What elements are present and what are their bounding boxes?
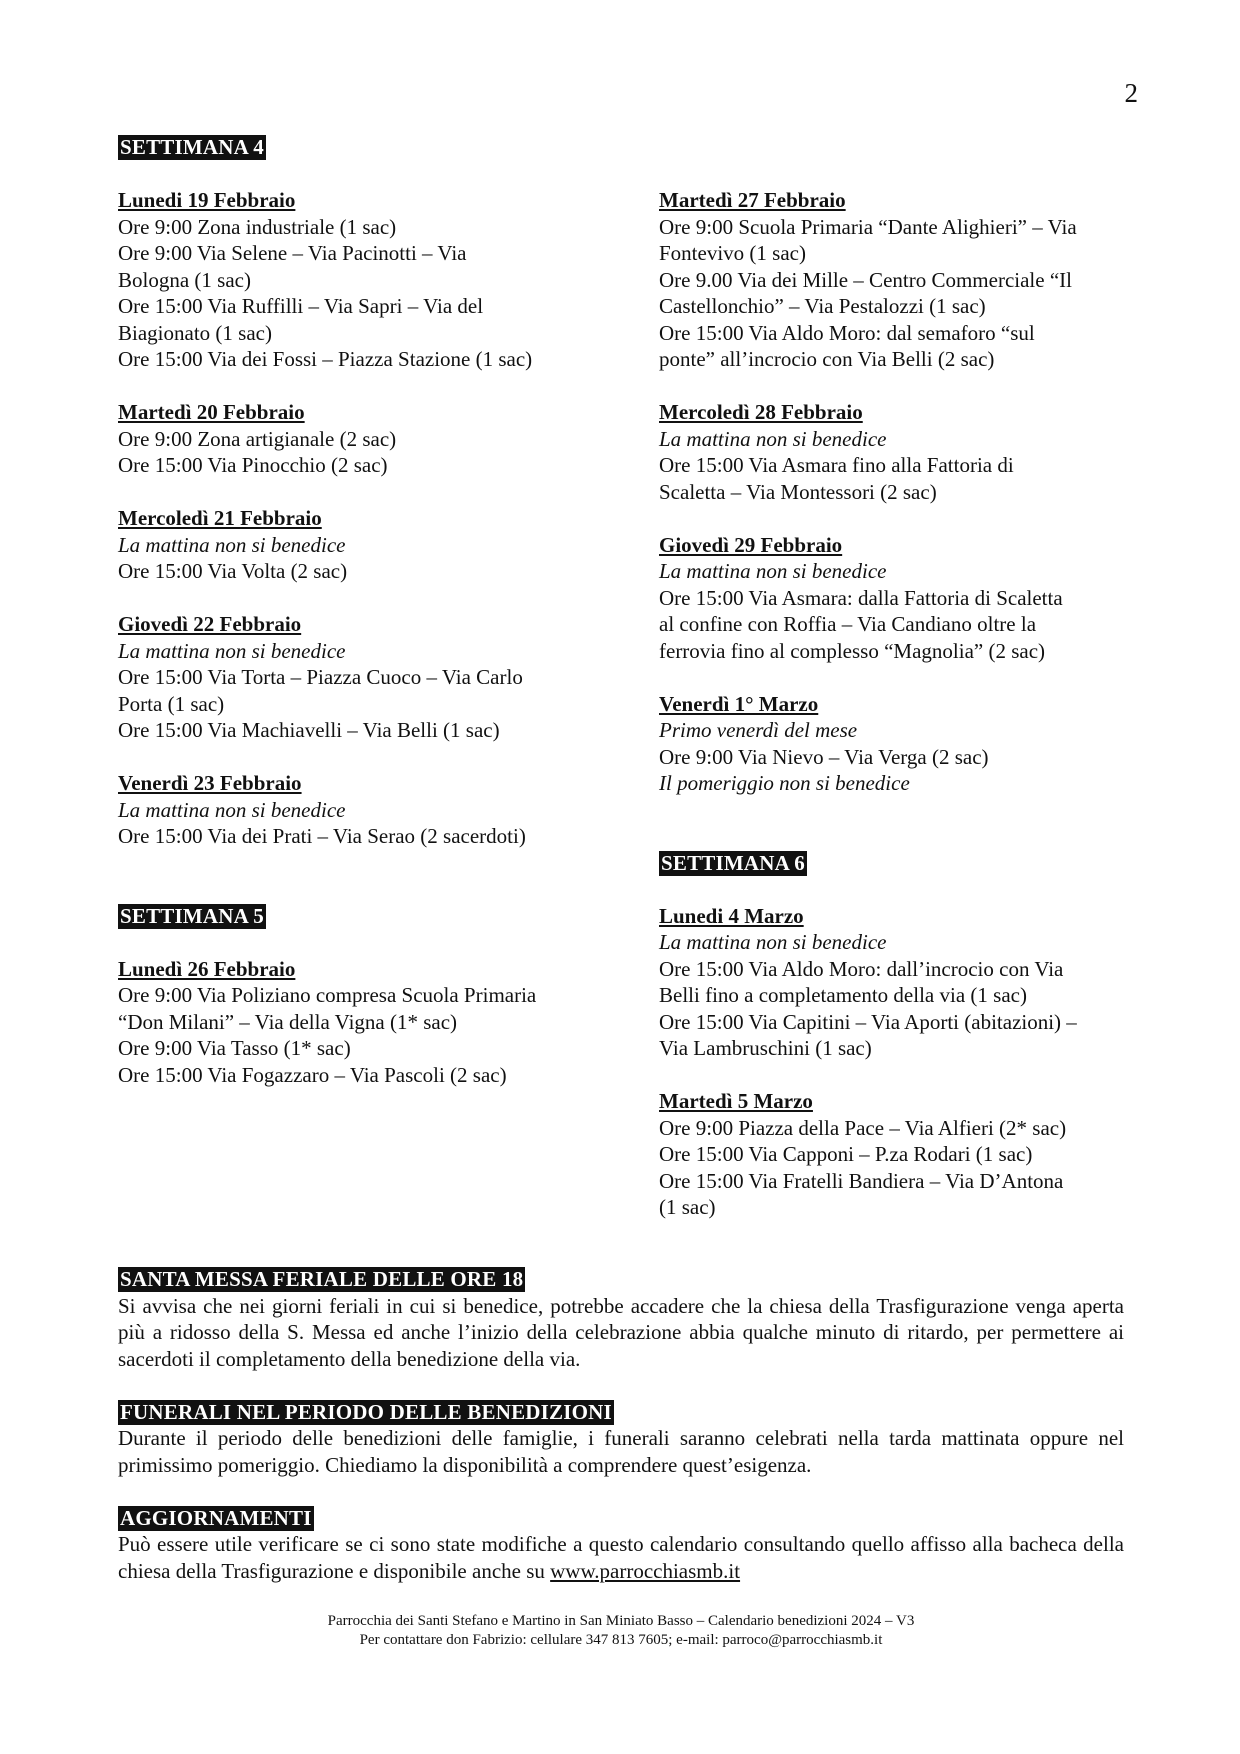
schedule-line: ferrovia fino al complesso “Magnolia” (2 sac) [659, 638, 1046, 663]
schedule-line: Ore 15:00 Via Ruffilli – Via Sapri – Via del [118, 294, 484, 318]
notice-aggiornamenti-heading: AGGIORNAMENTI [120, 1505, 312, 1530]
right-column [659, 187, 1179, 1221]
day-note: La mattina non si benedice [659, 426, 887, 451]
day-note: La mattina non si benedice [659, 930, 887, 954]
schedule-line: Ore 15:00 Via Machiavelli – Via Belli (1 sac) [118, 718, 500, 742]
day-title: Giovedì 29 Febbraio [659, 532, 843, 557]
schedule-line: (1 sac) [659, 1195, 716, 1219]
day-trailing-note: Il pomeriggio non si benedice [659, 771, 910, 795]
day-title: Martedì 5 Marzo [659, 1089, 813, 1113]
schedule-line: Castellonchio” – Via Pestalozzi (1 sac) [659, 294, 986, 318]
schedule-line: Ore 9:00 Zona artigianale (2 sac) [118, 426, 397, 451]
schedule-line: Ore 9.00 Via dei Mille – Centro Commerciale “Il [659, 267, 1072, 292]
schedule-line: Ore 15:00 Via Fratelli Bandiera – Via D’Antona [659, 1168, 1064, 1193]
schedule-line: Ore 15:00 Via Aldo Moro: dall’incrocio con Via [659, 956, 1064, 981]
day-block-martedi-5-marzo [659, 1088, 1179, 1221]
notice-funerali-text: Durante il periodo delle benedizioni delle famiglie, i funerali saranno celebrati nella tarda mattinata oppure nel primissimo pomeriggio. Chiediamo la disponibilità a comprendere quest’esigenza. [118, 1426, 1124, 1477]
notice-funerali-heading: FUNERALI NEL PERIODO DELLE BENEDIZIONI [120, 1399, 612, 1424]
notice-aggiornamenti-body [118, 1531, 1124, 1584]
notice-aggiornamenti [118, 1505, 1124, 1585]
day-block-giovedi-22 [118, 611, 638, 744]
day-block-lunedi-19 [118, 187, 638, 373]
schedule-line: Ore 15:00 Via Capitini – Via Aporti (abitazioni) – [659, 1009, 1077, 1034]
schedule-line: Ore 15:00 Via Aldo Moro: dal semaforo “sul [659, 320, 1035, 345]
day-title: Lunedì 26 Febbraio [118, 956, 296, 981]
day-note: La mattina non si benedice [118, 532, 346, 557]
schedule-line: Ore 9:00 Via Tasso (1* sac) [118, 1036, 351, 1060]
notice-messa-heading: SANTA MESSA FERIALE DELLE ORE 18 [120, 1267, 524, 1291]
schedule-line: Ore 9:00 Zona industriale (1 sac) [118, 214, 397, 239]
day-block-venerdi-23 [118, 770, 638, 850]
schedule-line: Ore 15:00 Via Asmara fino alla Fattoria di [659, 453, 1014, 477]
notice-messa [118, 1266, 1124, 1372]
day-note: La mattina non si benedice [118, 638, 346, 663]
page-number: 2 [1124, 78, 1138, 108]
day-block-lunedi-26 [118, 956, 638, 1089]
day-block-mercoledi-28 [659, 399, 1179, 505]
footer-line-2: Per contattare don Fabrizio: cellulare 347 813 7605; e-mail: parroco@parrocchiasmb.it [359, 1632, 883, 1648]
notice-aggiornamenti-text: Può essere utile verificare se ci sono state modifiche a questo calendario consultando quello affisso alla bacheca della chiesa della Trasfigurazione e disponibile anche su [118, 1532, 1124, 1583]
schedule-line: Porta (1 sac) [118, 691, 225, 716]
schedule-line: Ore 9:00 Via Nievo – Via Verga (2 sac) [659, 744, 989, 769]
notices [118, 1266, 1124, 1584]
day-block-mercoledi-21 [118, 505, 638, 585]
schedule-line: Ore 9:00 Via Selene – Via Pacinotti – Via [118, 241, 467, 265]
schedule-line: Ore 15:00 Via dei Prati – Via Serao (2 sacerdoti) [118, 824, 526, 848]
schedule-line: Biagionato (1 sac) [118, 320, 272, 345]
day-title: Venerdì 1° Marzo [659, 691, 819, 716]
day-block-venerdi-1-marzo [659, 691, 1179, 797]
day-block-lunedi-4-marzo [659, 903, 1179, 1062]
schedule-line: ponte” all’incrocio con Via Belli (2 sac) [659, 347, 995, 371]
day-block-martedi-20 [118, 399, 638, 479]
schedule-line: Ore 15:00 Via Volta (2 sac) [118, 559, 348, 583]
schedule-line: “Don Milani” – Via della Vigna (1* sac) [118, 1009, 458, 1034]
schedule-line: Belli fino a completamento della via (1 sac) [659, 983, 1027, 1007]
day-note: La mattina non si benedice [659, 559, 887, 583]
day-title: Mercoledì 28 Febbraio [659, 400, 863, 424]
parish-website-link[interactable]: www.parrocchiasmb.it [550, 1558, 741, 1583]
day-title: Martedì 20 Febbraio [118, 400, 305, 424]
schedule-line: Ore 15:00 Via Capponi – P.za Rodari (1 sac) [659, 1142, 1033, 1166]
day-title: Lunedi 4 Marzo [659, 903, 804, 928]
page-footer [118, 1612, 1124, 1650]
day-title: Venerdì 23 Febbraio [118, 771, 302, 795]
notice-funerali [118, 1399, 1124, 1479]
week-5-heading: SETTIMANA 5 [120, 903, 264, 928]
day-block-martedi-27 [659, 187, 1179, 373]
day-title: Giovedì 22 Febbraio [118, 612, 302, 636]
day-block-giovedi-29 [659, 532, 1179, 665]
schedule-line: al confine con Roffia – Via Candiano oltre la [659, 612, 1037, 636]
left-column [118, 134, 638, 1088]
week-4-heading: SETTIMANA 4 [120, 135, 264, 159]
schedule-line: Bologna (1 sac) [118, 267, 251, 292]
week-6-heading: SETTIMANA 6 [661, 850, 805, 875]
schedule-line: Via Lambruschini (1 sac) [659, 1036, 872, 1060]
schedule-line: Ore 15:00 Via dei Fossi – Piazza Stazione (1 sac) [118, 347, 533, 371]
footer-line-1: Parrocchia dei Santi Stefano e Martino in San Miniato Basso – Calendario benedizioni 2024 – V3 [327, 1613, 915, 1629]
schedule-line: Ore 9:00 Via Poliziano compresa Scuola Primaria [118, 983, 537, 1007]
schedule-line: Ore 9:00 Piazza della Pace – Via Alfieri (2* sac) [659, 1115, 1067, 1140]
notice-messa-text: Si avvisa che nei giorni feriali in cui si benedice, potrebbe accadere che la chiesa della Trasfigurazione venga aperta più a ridosso della S. Messa ed anche l’inizio della celebrazione abbia qualche minuto di ritardo, per permettere ai sacerdoti il completamento della benedizione della via. [118, 1293, 1124, 1371]
schedule-line: Ore 15:00 Via Pinocchio (2 sac) [118, 453, 388, 477]
schedule-line: Fontevivo (1 sac) [659, 241, 806, 265]
schedule-line: Ore 15:00 Via Torta – Piazza Cuoco – Via Carlo [118, 665, 523, 689]
day-note: La mattina non si benedice [118, 797, 346, 822]
day-note: Primo venerdì del mese [659, 718, 858, 742]
schedule-line: Scaletta – Via Montessori (2 sac) [659, 479, 937, 504]
day-title: Martedì 27 Febbraio [659, 188, 846, 212]
schedule-line: Ore 9:00 Scuola Primaria “Dante Alighieri” – Via [659, 214, 1077, 239]
schedule-line: Ore 15:00 Via Asmara: dalla Fattoria di Scaletta [659, 585, 1063, 610]
day-title: Lunedi 19 Febbraio [118, 188, 296, 212]
schedule-line: Ore 15:00 Via Fogazzaro – Via Pascoli (2 sac) [118, 1062, 507, 1087]
day-title: Mercoledì 21 Febbraio [118, 506, 322, 530]
